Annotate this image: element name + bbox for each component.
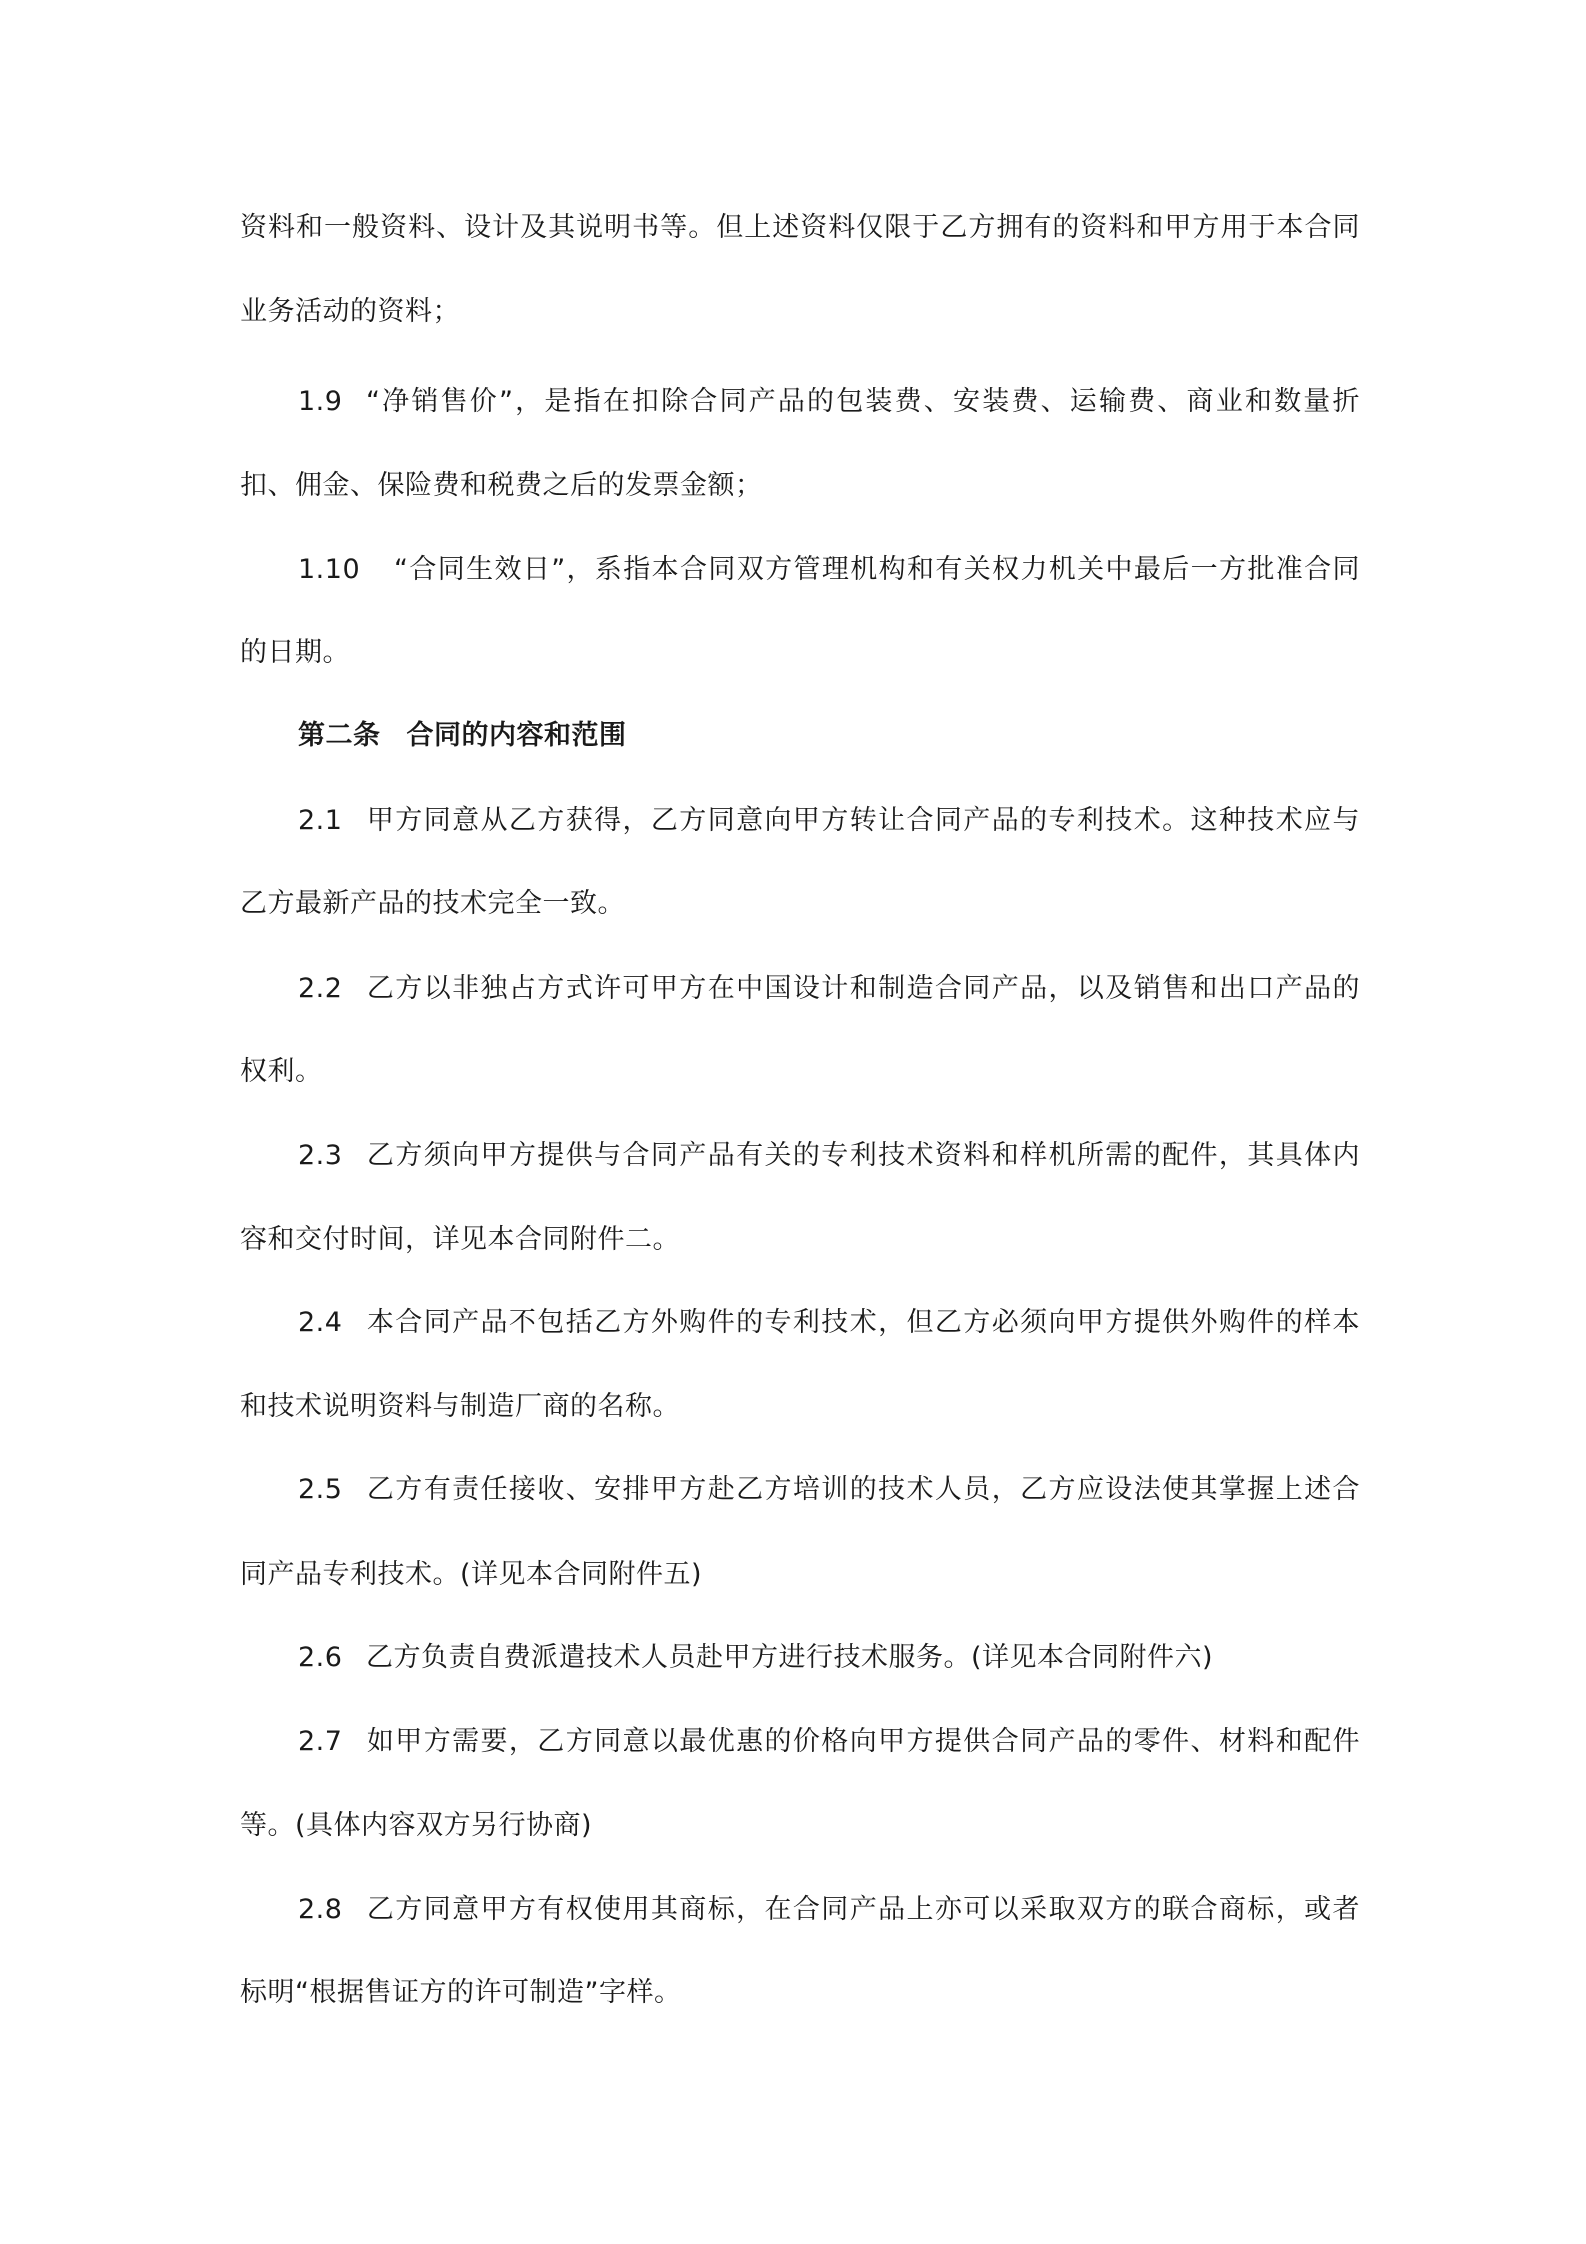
clause-number: 2.6 [298,1642,343,1673]
clause-1-10 [298,550,1360,590]
section-label: 第二条 [298,720,381,751]
clause-text: 乙方同意甲方有权使用其商标，在合同产品上亦可以采取双方的联合商标，或者 [366,1894,1360,1925]
clause-number: 2.2 [298,973,343,1004]
section-heading [298,716,1360,756]
clause-2-5 [298,1470,1360,1510]
clause-text: “净销售价”，是指在扣除合同产品的包装费、安装费、运输费、商业和数量折 [366,386,1360,417]
clause-2-4 [298,1303,1360,1343]
text-line: 扣、佣金、保险费和税费之后的发票金额； [240,470,763,501]
text-line: 等。(具体内容双方另行协商) [240,1810,593,1841]
clause-number: 2.5 [298,1474,343,1505]
text-line: 容和交付时间，详见本合同附件二。 [240,1224,680,1255]
text-line: 乙方最新产品的技术完全一致。 [240,888,625,919]
clause-text: 本合同产品不包括乙方外购件的专利技术，但乙方必须向甲方提供外购件的样本 [366,1307,1360,1338]
clause-text: 乙方负责自费派遣技术人员赴甲方进行技术服务。(详见本合同附件六) [366,1642,1214,1673]
text-line: 同产品专利技术。(详见本合同附件五) [240,1559,703,1590]
clause-number: 1.10 [298,554,361,585]
text-line: 的日期。 [240,637,350,668]
clause-text: “合同生效日”，系指本合同双方管理机构和有关权力机关中最后一方批准合同 [394,554,1360,585]
clause-text: 如甲方需要，乙方同意以最优惠的价格向甲方提供合同产品的零件、材料和配件 [366,1726,1360,1757]
clause-text: 乙方以非独占方式许可甲方在中国设计和制造合同产品，以及销售和出口产品的 [366,973,1360,1004]
clause-2-1 [298,801,1360,841]
clause-2-3 [298,1136,1360,1176]
text-line: 和技术说明资料与制造厂商的名称。 [240,1391,680,1422]
clause-2-6 [298,1638,1360,1678]
clause-text: 乙方须向甲方提供与合同产品有关的专利技术资料和样机所需的配件，其具体内 [366,1140,1360,1171]
clause-1-9 [298,382,1360,422]
clause-number: 1.9 [298,386,343,417]
clause-2-7 [298,1722,1360,1762]
clause-number: 2.1 [298,805,343,836]
clause-text: 乙方有责任接收、安排甲方赴乙方培训的技术人员，乙方应设法使其掌握上述合 [366,1474,1360,1505]
clause-2-8 [298,1890,1360,1930]
clause-number: 2.3 [298,1140,343,1171]
clause-2-2 [298,969,1360,1009]
clause-number: 2.7 [298,1726,343,1757]
section-title: 合同的内容和范围 [406,720,627,751]
text-line: 权利。 [240,1056,323,1087]
text-line: 标明“根据售证方的许可制造”字样。 [240,1977,682,2008]
text-line: 资料和一般资料、设计及其说明书等。但上述资料仅限于乙方拥有的资料和甲方用于本合同 [240,212,1360,243]
clause-number: 2.8 [298,1894,343,1925]
clause-text: 甲方同意从乙方获得，乙方同意向甲方转让合同产品的专利技术。这种技术应与 [366,805,1360,836]
text-line: 业务活动的资料； [240,296,460,327]
clause-number: 2.4 [298,1307,343,1338]
